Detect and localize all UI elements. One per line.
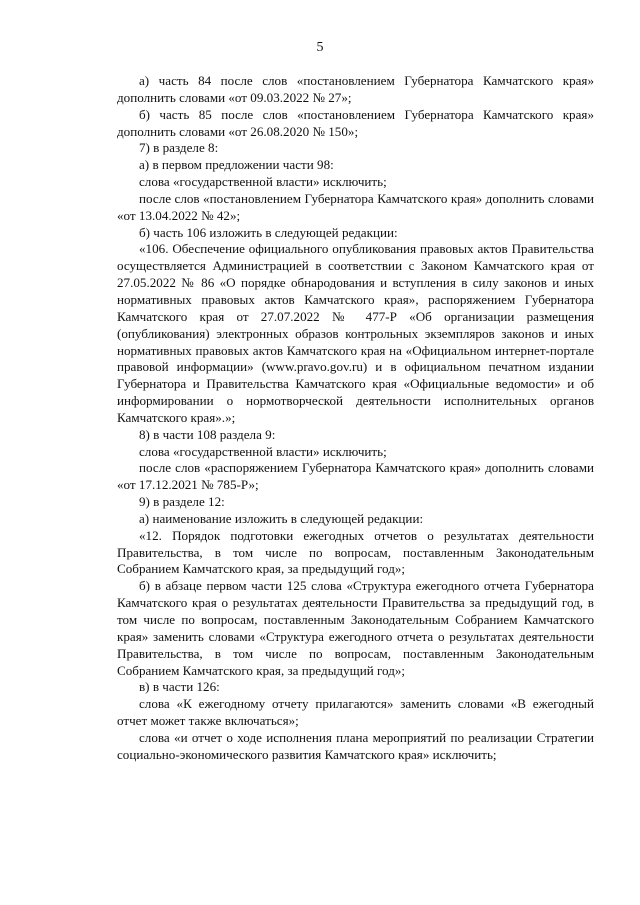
paragraph: б) часть 106 изложить в следующей редакции: (139, 224, 398, 240)
paragraph: а) наименование изложить в следующей редакции: (139, 510, 424, 526)
paragraph: слова «государственной власти» исключить; (139, 174, 387, 190)
paragraph: 9) в разделе 12: (139, 494, 225, 510)
page-number: 5 (316, 40, 324, 55)
paragraph: в) в части 126: (139, 679, 220, 695)
paragraph: слова «государственной власти» исключить; (139, 443, 387, 459)
document-body (117, 73, 594, 764)
paragraph: «106. Обеспечение официального опубликования правовых актов Правительства осуществляется Администрацией в соответствии с Законом Камчатского края от 27.05.2022 № 86 «О порядке обнародования и вступления в силу законов и иных нормативных правовых актов Камчатского края», распоряжением Губернатора Камчатского края от 27.07.2022 № 477-Р «Об организации размещения (опубликования) электронных образов контрольных экземпляров законов и иных нормативных правовых актов Камчатского края на «Официальном интернет-портале правовой информации» (www.pravo.gov.ru) и в официальном печатном издании Губернатора и Правительства Камчатского края «Официальные ведомости» и об информировании о нормотворческой деятельности исполнительных органов Камчатского края».»; (117, 241, 594, 425)
paragraph: после слов «распоряжением Губернатора Камчатского края» дополнить словами «от 17.12.2021 № 785-Р»; (117, 460, 594, 493)
paragraph: б) часть 85 после слов «постановлением Губернатора Камчатского края» дополнить словами «от 26.08.2020 № 150»; (117, 106, 594, 139)
paragraph: после слов «постановлением Губернатора Камчатского края» дополнить словами «от 13.04.2022 № 42»; (117, 190, 594, 223)
paragraph: а) в первом предложении части 98: (139, 157, 334, 173)
paragraph: «12. Порядок подготовки ежегодных отчетов о результатах деятельности Правительства, в том числе по вопросам, поставленным Законодательным Собранием Камчатского края, за предыдущий год»; (117, 527, 594, 577)
paragraph: 8) в части 108 раздела 9: (139, 426, 276, 442)
paragraph: б) в абзаце первом части 125 слова «Структура ежегодного отчета Губернатора Камчатского края о результатах деятельности Правительства за предыдущий год, в том числе по вопросам, поставленным Законодательным Собранием Камчатского края» заменить словами «Структура ежегодного отчета о результатах деятельности Правительства, в том числе по вопросам, поставленным Законодательным Собранием Камчатского края, за предыдущий год»; (117, 578, 594, 678)
paragraph: слова «К ежегодному отчету прилагаются» заменить словами «В ежегодный отчет может также включаться»; (117, 696, 594, 729)
paragraph: а) часть 84 после слов «постановлением Губернатора Камчатского края» дополнить словами «от 09.03.2022 № 27»; (117, 73, 594, 105)
paragraph: слова «и отчет о ходе исполнения плана мероприятий по реализации Стратегии социально-экономического развития Камчатского края» исключить; (117, 729, 594, 762)
paragraph: 7) в разделе 8: (139, 140, 219, 156)
